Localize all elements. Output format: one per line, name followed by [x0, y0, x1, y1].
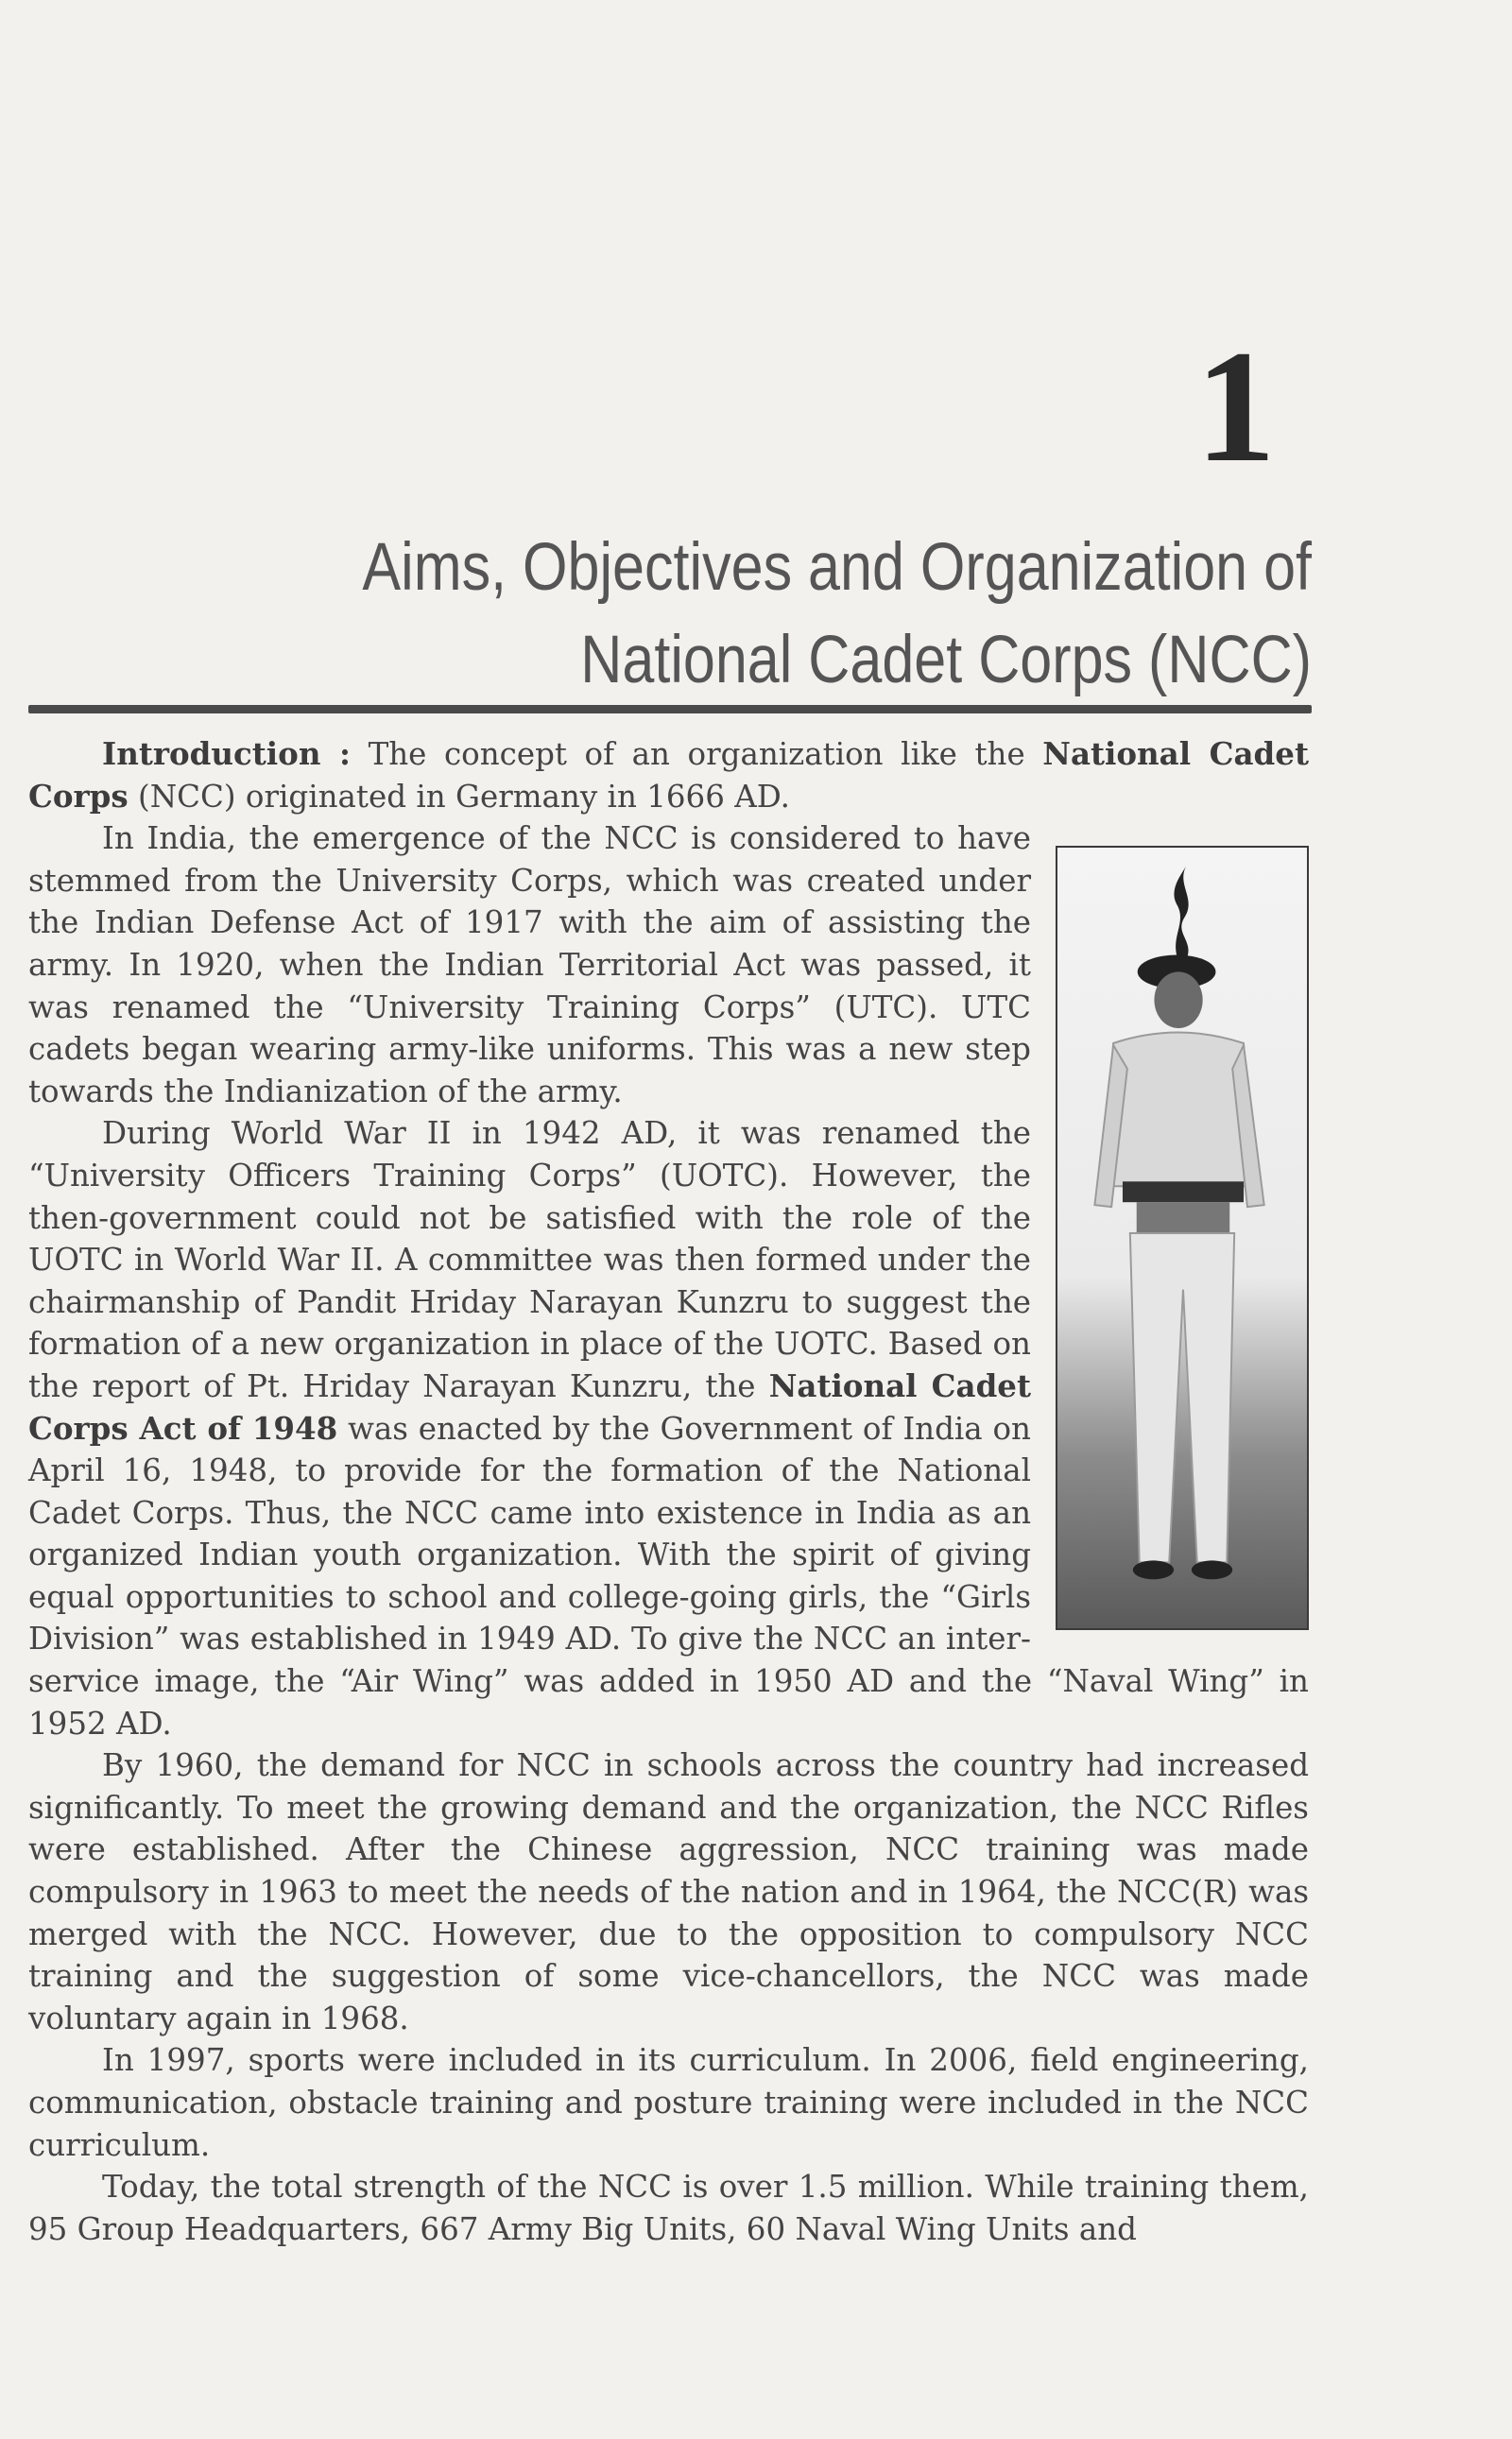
- p3-text-b: was enacted by the Government of India on April 16, 1948, to provide for the formation of the National Cadet Corps. Thus, the NCC came into existence in India as an organized Indian youth organization. With the spirit of giving equal opportunities to school and college-going girls, the “Girls Division” was established in 1949 AD. To give the NCC an inter-service image, the “Air Wing” was added in 1950 AD and the “Naval Wing” in 1952 AD.: [28, 1410, 1309, 1742]
- chapter-title: [336, 522, 1312, 707]
- paragraph-introduction: [28, 733, 1309, 817]
- intro-text-2: (NCC) originated in Germany in 1666 AD.: [138, 778, 790, 815]
- p3-text-a: During World War II in 1942 AD, it was renamed the “University Officers Training Corps” (UOTC). However, the then-government could not be satisfied with the role of the UOTC in World War II. A committee was then formed under the chairmanship of Pandit Hriday Narayan Kunzru to suggest the formation of a new organization in place of the UOTC. Based on the report of Pt. Hriday Narayan Kunzru, the: [28, 1115, 1031, 1404]
- paragraph-2: In India, the emergence of the NCC is considered to have stemmed from the University Corps, which was created under the Indian Defense Act of 1917 with the aim of assisting the army. In 1920, when the Indian Territorial Act was passed, it was renamed the “University Training Corps” (UTC). UTC cadets began wearing army-like uniforms. This was a new step towards the Indianization of the army.: [28, 820, 1031, 1109]
- introduction-label: Introduction :: [102, 735, 351, 772]
- intro-bold-term: National Cadet Corps: [28, 735, 1309, 815]
- cadet-photo: [1056, 846, 1309, 1630]
- p3-bold-act: National Cadet Corps Act of 1948: [28, 1366, 1031, 1447]
- intro-text-1: The concept of an organization like the: [368, 736, 1025, 772]
- title-divider: [28, 705, 1312, 713]
- chapter-title-line-2: National Cadet Corps (NCC): [580, 623, 1312, 697]
- paragraph-4: By 1960, the demand for NCC in schools across the country had increased significantly. To meet the growing demand and the organization, the NCC Rifles were established. After the Chinese aggression, NCC training was made compulsory in 1963 to meet the needs of the nation and in 1964, the NCC(R) was merged with the NCC. However, due to the opposition to compulsory NCC training and the suggestion of some vice-chancellors, the NCC was made voluntary again in 1968.: [28, 1747, 1309, 2036]
- paragraph-5: In 1997, sports were included in its curriculum. In 2006, field engineering, communication, obstacle training and posture training were included in the NCC curriculum.: [28, 2042, 1309, 2163]
- body-text: [28, 733, 1309, 2250]
- paragraph-6: Today, the total strength of the NCC is over 1.5 million. While training them, 95 Group Headquarters, 667 Army Big Units, 60 Naval Wing Units and: [28, 2169, 1309, 2247]
- chapter-number: 1: [1195, 318, 1276, 495]
- chapter-title-line-1: Aims, Objectives and Organization of: [362, 530, 1313, 605]
